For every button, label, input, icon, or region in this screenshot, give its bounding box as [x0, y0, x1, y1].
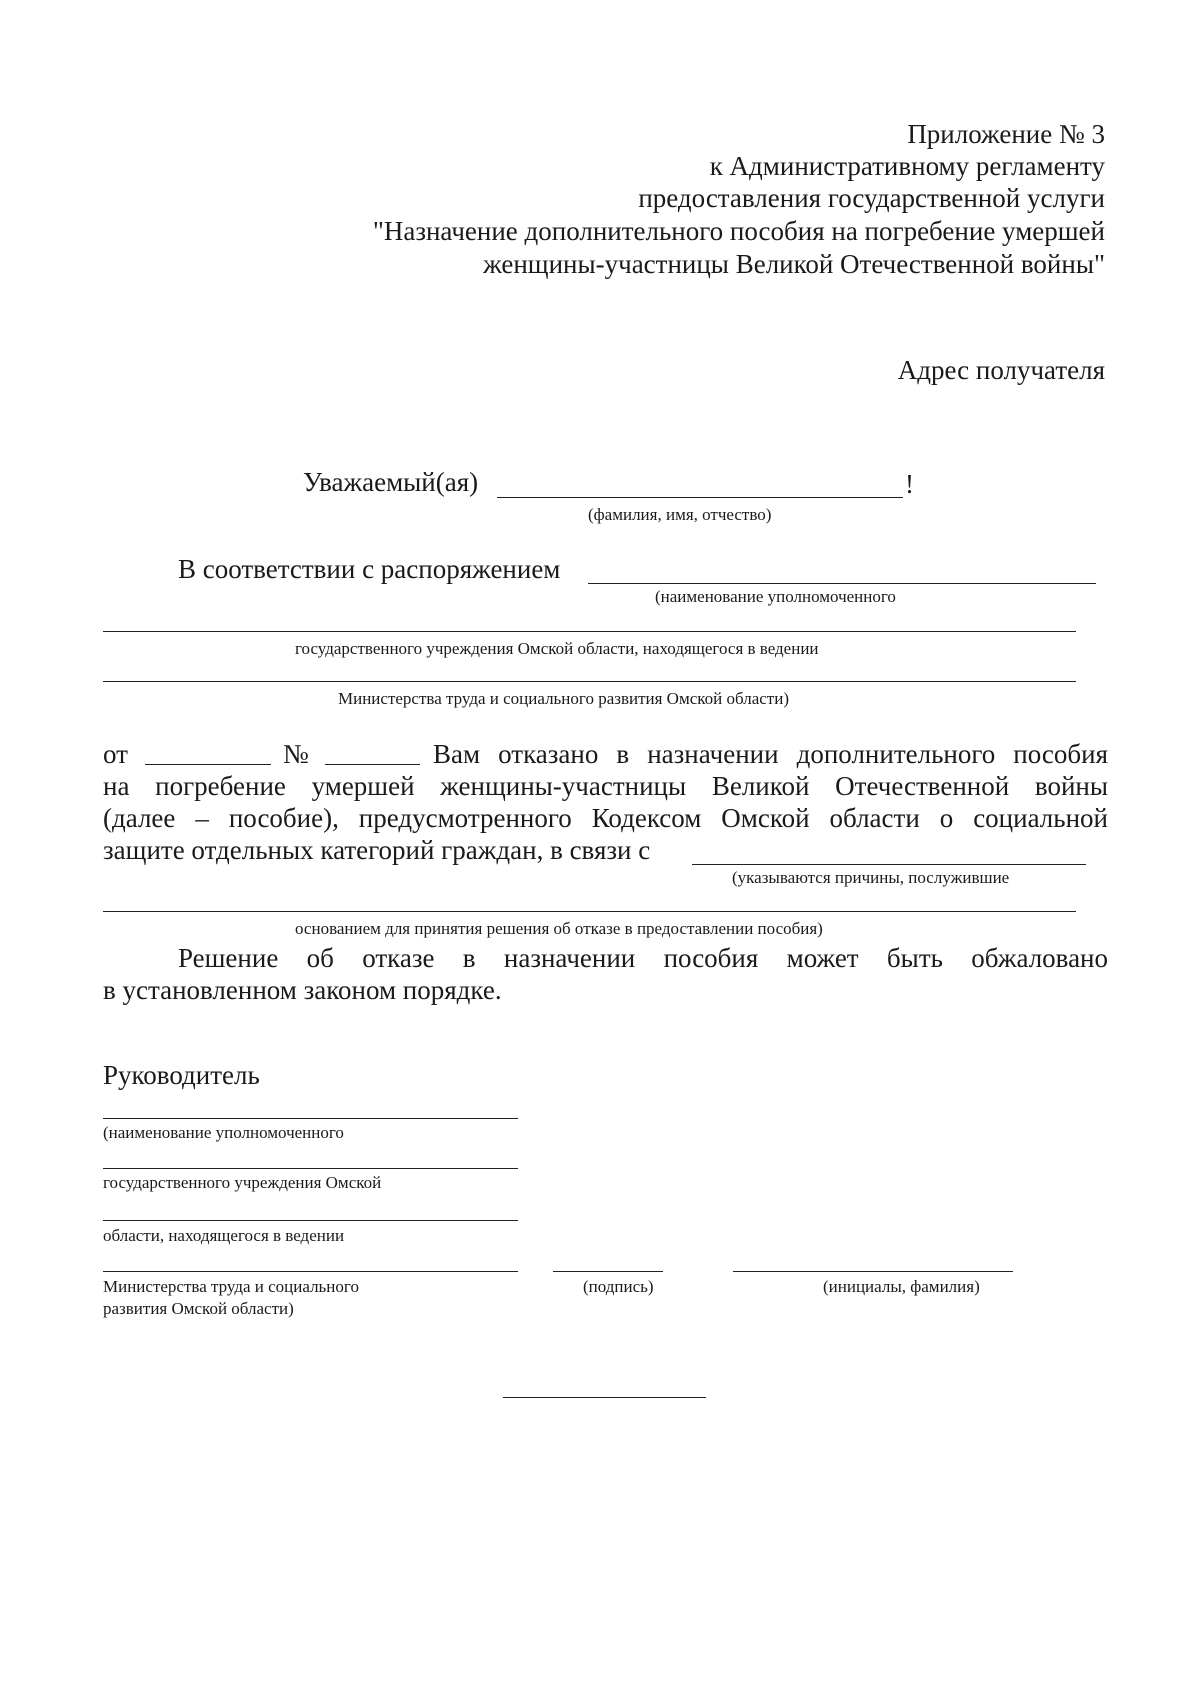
- greeting-label: Уважаемый(ая): [303, 467, 479, 497]
- org-blank-2: [103, 1168, 518, 1169]
- org-blank-3: [103, 1220, 518, 1221]
- org-caption-1: (наименование уполномоченного: [103, 1123, 344, 1142]
- recipient-address: Адрес получателя: [897, 355, 1105, 385]
- org-caption-5: развития Омской области): [103, 1299, 294, 1318]
- refusal-text-line-2: на погребение умершей женщины-участницы Великой Отечественной войны: [103, 771, 1108, 801]
- date-blank: [145, 764, 271, 765]
- greeting-exclaim: !: [905, 469, 914, 499]
- number-blank: [325, 764, 420, 765]
- reason-caption-1: (указываются причины, послужившие: [732, 868, 1010, 887]
- signature-caption: (подпись): [583, 1277, 654, 1296]
- appeal-text-line-2: в установленном законом порядке.: [103, 975, 502, 1005]
- order-caption-1: (наименование уполномоченного: [655, 587, 896, 606]
- name-caption: (инициалы, фамилия): [823, 1277, 980, 1296]
- appeal-text-line-1: Решение об отказе в назначении пособия может быть обжаловано: [178, 943, 1108, 973]
- order-blank-3: [103, 681, 1076, 682]
- service-title-line-2: женщины-участницы Великой Отечественной войны": [483, 249, 1105, 279]
- reason-blank: [692, 864, 1086, 865]
- order-caption-2: государственного учреждения Омской области, находящегося в ведении: [295, 639, 819, 658]
- closing-separator: [503, 1397, 706, 1398]
- regulation-reference: к Административному регламенту: [709, 151, 1105, 181]
- name-blank: [733, 1271, 1013, 1272]
- refusal-text-line-3: (далее – пособие), предусмотренного Кодексом Омской области о социальной: [103, 803, 1108, 833]
- signature-blank: [553, 1271, 663, 1272]
- org-caption-2: государственного учреждения Омской: [103, 1173, 382, 1192]
- head-label: Руководитель: [103, 1060, 260, 1090]
- service-title-line-1: "Назначение дополнительного пособия на погребение умершей: [372, 216, 1105, 246]
- from-label: от: [103, 739, 128, 769]
- service-reference: предоставления государственной услуги: [638, 183, 1105, 213]
- reason-blank-2: [103, 911, 1076, 912]
- order-blank-2: [103, 631, 1076, 632]
- order-label: В соответствии с распоряжением: [178, 554, 561, 584]
- refusal-text-line-4: защите отдельных категорий граждан, в связи с: [103, 835, 651, 865]
- org-blank-4: [103, 1271, 518, 1272]
- org-caption-3: области, находящегося в ведении: [103, 1226, 345, 1245]
- order-caption-3: Министерства труда и социального развития Омской области): [338, 689, 789, 708]
- reason-caption-2: основанием для принятия решения об отказе в предоставлении пособия): [295, 919, 823, 938]
- org-blank-1: [103, 1118, 518, 1119]
- org-caption-4: Министерства труда и социального: [103, 1277, 359, 1296]
- order-blank: [588, 583, 1096, 584]
- number-sign: №: [283, 739, 309, 769]
- recipient-name-blank: [497, 497, 903, 498]
- recipient-name-caption: (фамилия, имя, отчество): [588, 505, 772, 524]
- appendix-number: Приложение № 3: [907, 119, 1105, 149]
- refusal-text-line-1: Вам отказано в назначении дополнительного пособия: [433, 739, 1108, 769]
